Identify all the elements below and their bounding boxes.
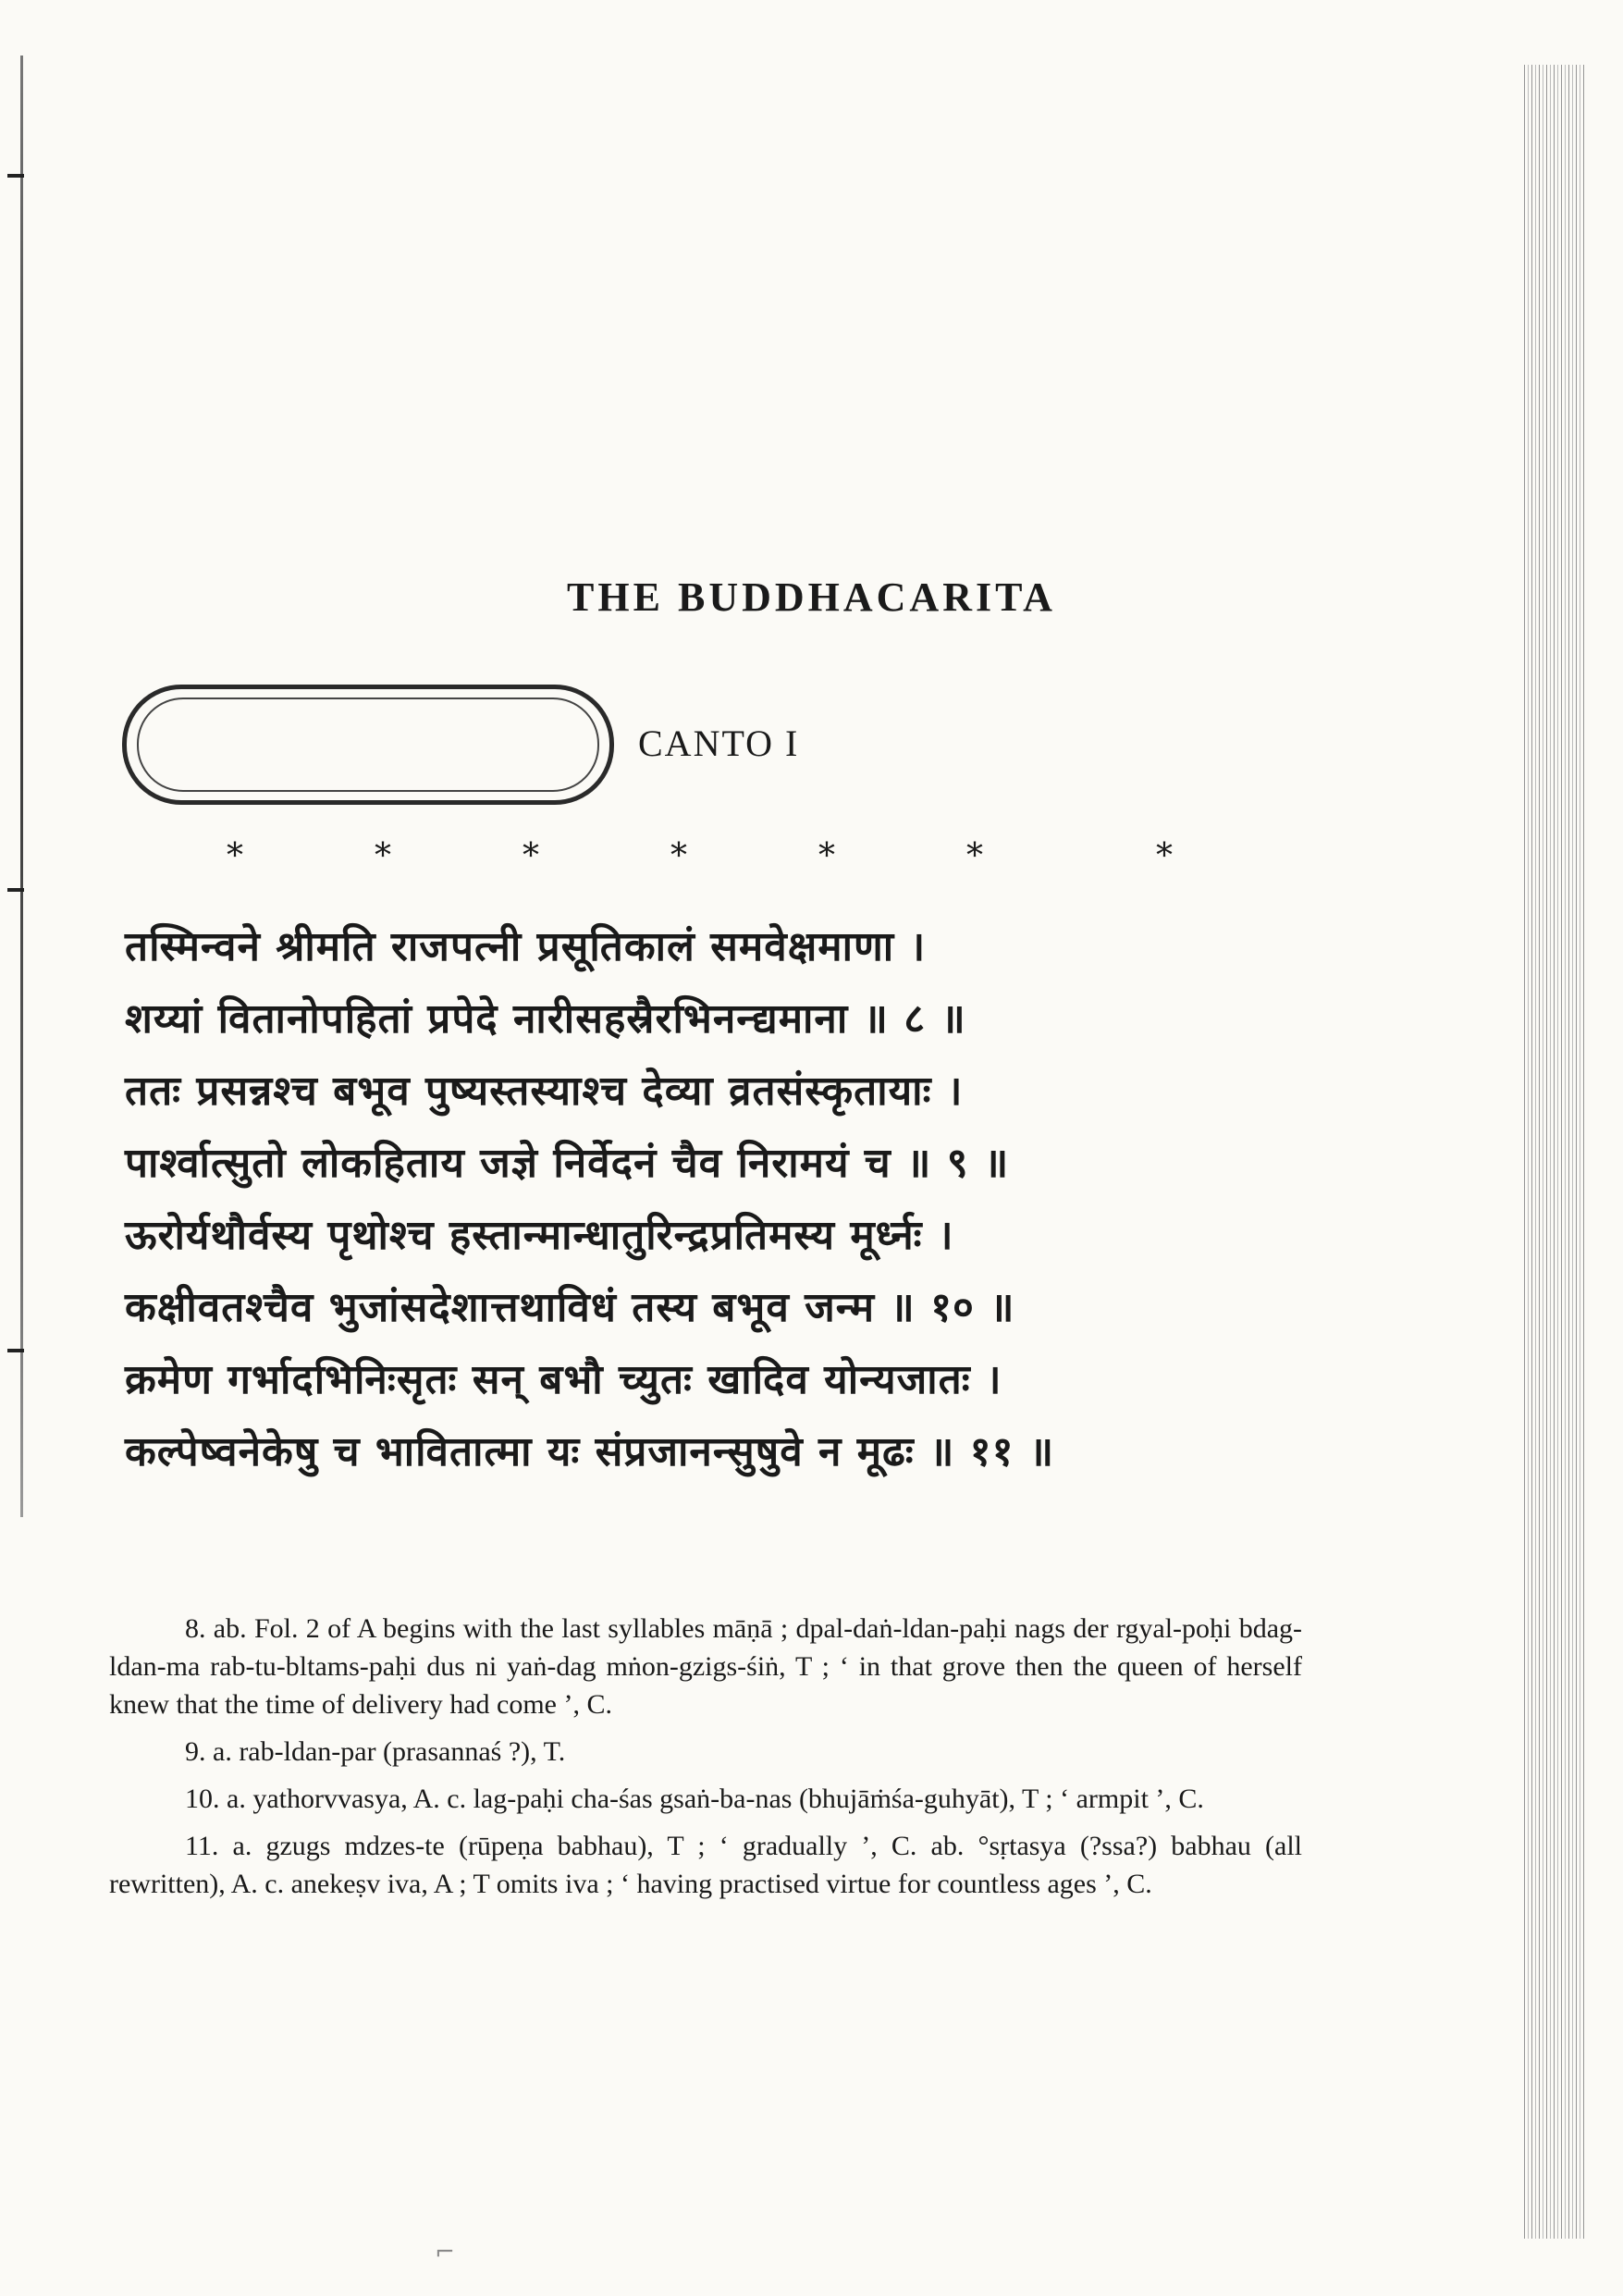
footnotes [109, 1610, 1302, 1912]
verse-line: ऊरोर्यथौर्वस्य पृथोश्च हस्तान्मान्धातुरिन्द्रप्रतिमस्य मूर्ध्नः । [125, 1212, 954, 1259]
verse-line: कल्पेष्वनेकेषु च भावितात्मा यः संप्रजानन्सुषुवे न मूढः ॥ ११ ॥ [125, 1428, 1055, 1475]
verse-line: कक्षीवतश्चैव भुजांसदेशात्तथाविधं तस्य बभूव जन्म ॥ १० ॥ [125, 1284, 1015, 1331]
page-left-edge-mark [7, 1349, 24, 1352]
page-title: THE BUDDHACARITA [567, 574, 1056, 620]
asterisk: * [523, 837, 539, 875]
asterisk: * [1156, 837, 1173, 875]
footnote: 8. ab. Fol. 2 of A begins with the last syllables māṇā ; dpal-daṅ-ldan-paḥi nags der rgyal-poḥi bdag-ldan-ma rab-tu-bltams-paḥi dus ni yaṅ-dag mṅon-gzigs-śiṅ, T ; ‘ in that grove then the queen of herself knew that the time of delivery had come ’, C. [109, 1613, 1302, 1720]
page-left-edge-mark [7, 174, 24, 178]
verse-line: ततः प्रसन्नश्च बभूव पुष्यस्तस्याश्च देव्या व्रतसंस्कृतायाः । [125, 1068, 964, 1115]
library-seal-stamp [122, 685, 614, 805]
asterisk-row [0, 837, 1623, 874]
asterisk: * [670, 837, 687, 875]
library-seal-inner-border [137, 697, 599, 792]
stray-mark: ⌐ [435, 2239, 455, 2266]
verse-line: पार्श्वात्सुतो लोकहिताय जज्ञे निर्वेदनं चैव निरामयं च ॥ ९ ॥ [125, 1140, 1010, 1187]
verse-line: क्रमेण गर्भादभिनिःसृतः सन् बभौ च्युतः खादिव योन्यजातः । [125, 1356, 1002, 1403]
footnote: 9. a. rab-ldan-par (prasannaś ?), T. [185, 1736, 566, 1767]
footnote: 10. a. yathorvvasya, A. c. lag-paḥi cha-śas gsaṅ-ba-nas (bhujāṁśa-guhyāt), T ; ‘ armpit ’, C. [185, 1784, 1204, 1814]
asterisk: * [818, 837, 835, 875]
verse-line: शय्यां वितानोपहितां प्रपेदे नारीसहस्रैरभिनन्द्यमाना ॥ ८ ॥ [125, 995, 966, 1043]
canto-heading: CANTO I [638, 722, 800, 764]
asterisk: * [375, 837, 391, 875]
asterisk: * [227, 837, 243, 875]
verse-line: तस्मिन्वने श्रीमति राजपत्नी प्रसूतिकालं समवेक्षमाणा । [125, 923, 927, 970]
page-left-edge [20, 56, 23, 1517]
footnote: 11. a. gzugs mdzes-te (rūpeṇa babhau), T ; ‘ gradually ’, C. ab. °sṛtasya (?ssa?) babhau (all rewritten), A. c. anekeṣv iva, A ; T omits iva ; ‘ having practised virtue for countless ages ’, C. [109, 1831, 1302, 1899]
page-left-edge-mark [7, 888, 24, 892]
sanskrit-verses [125, 911, 1346, 1488]
page-right-edge-stack [1521, 65, 1586, 2239]
asterisk: * [966, 837, 983, 875]
